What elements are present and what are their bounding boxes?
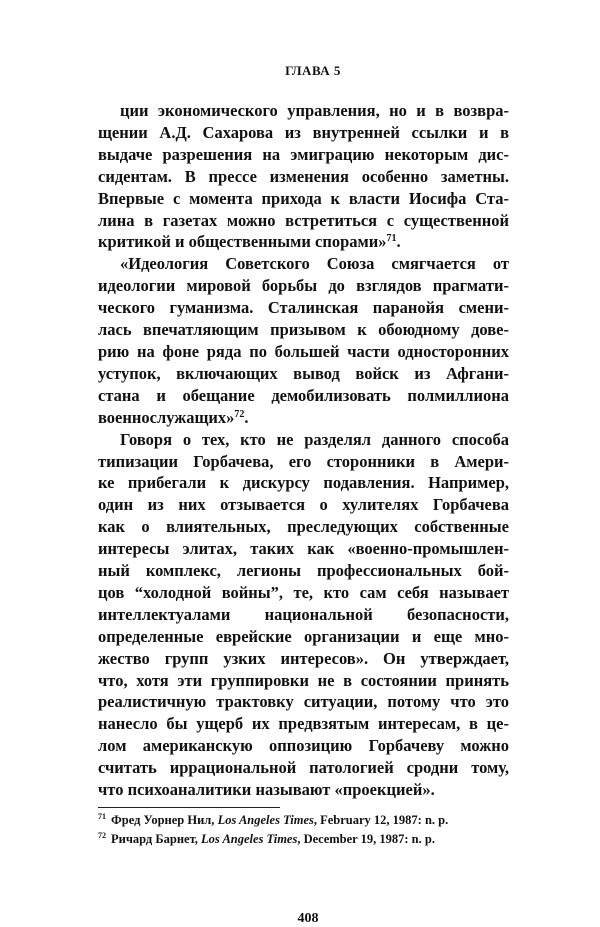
line-text: ный комплекс, легионы профессиональных бой- — [98, 561, 509, 581]
line-text: выдаче разрешения на эмиграцию некоторым дис- — [98, 144, 509, 164]
footnote-72 — [98, 830, 528, 849]
page-number: 408 — [297, 911, 319, 926]
text-line — [98, 757, 509, 779]
text-line — [98, 582, 509, 604]
line-text: жество групп узких интересов». Он утверждает, — [98, 648, 509, 668]
paragraph — [98, 253, 509, 428]
line-text: Впервые с момента прихода к власти Иосифа Ста- — [98, 188, 509, 208]
text-line — [98, 100, 509, 122]
footnote-source: Los Angeles Times — [217, 813, 314, 827]
running-header: ГЛАВА 5 — [285, 63, 341, 78]
line-text: реалистичную трактовку ситуации, потому что это — [98, 692, 509, 712]
text-line — [98, 735, 509, 757]
text-line — [98, 604, 509, 626]
footnote-author: Ричард Барнет, — [111, 832, 202, 846]
text-line — [98, 429, 509, 451]
paragraph — [98, 429, 509, 801]
line-text: ке прибегали к дискурсу подавления. Например, — [98, 473, 509, 493]
text-line — [98, 779, 509, 801]
line-text: что, хотя эти группировки не в состоянии принять — [98, 670, 509, 690]
footnote-71 — [98, 811, 528, 830]
text-line — [98, 253, 509, 275]
paragraph — [98, 100, 509, 253]
line-text: считать иррациональной патологией сродни тому, — [98, 758, 509, 778]
footnote-date: , February 12, 1987: n. p. — [313, 813, 449, 827]
line-tail: . — [244, 407, 249, 427]
line-text: уступок, включающих вывод войск из Афгани- — [98, 363, 509, 383]
text-line — [98, 210, 509, 232]
text-line — [98, 144, 509, 166]
line-text: определенные еврейские организации и еще мно- — [98, 626, 509, 646]
text-line — [98, 713, 509, 735]
line-text: типизации Горбачева, его сторонники в Амери- — [98, 451, 509, 471]
text-line — [98, 275, 509, 297]
body-text — [98, 100, 509, 801]
line-text: что психоаналитики называют «проекцией». — [98, 780, 435, 800]
footnote-number: 72 — [98, 831, 106, 840]
footnotes — [98, 811, 528, 849]
text-line — [98, 538, 509, 560]
line-text: рию на фоне ряда по большей части односторонних — [98, 341, 509, 361]
footnote-date: , December 19, 1987: n. p. — [297, 832, 435, 846]
text-line — [98, 560, 509, 582]
text-line — [98, 451, 509, 473]
text-line — [98, 648, 509, 670]
text-line — [98, 385, 509, 407]
text-line — [98, 297, 509, 319]
text-line — [98, 231, 509, 253]
text-line — [98, 494, 509, 516]
line-text: Говоря о тех, кто не разделял данного способа — [120, 429, 509, 449]
text-line — [98, 363, 509, 385]
text-line — [98, 516, 509, 538]
line-text: лом американскую оппозицию Горбачеву можно — [98, 736, 509, 756]
text-line — [98, 670, 509, 692]
line-text: лина в газетах можно встретиться с существенной — [98, 210, 509, 230]
line-text: один из них отзывается о хулителях Горбачева — [98, 495, 509, 515]
line-text: сидентам. В прессе изменения особенно заметны. — [98, 166, 509, 186]
text-line — [98, 319, 509, 341]
footnote-ref: 72 — [234, 408, 245, 420]
text-line — [98, 122, 509, 144]
line-text: ческого гуманизма. Сталинская паранойя смени- — [98, 298, 509, 318]
line-text: цов “холодной войны”, те, кто сам себя называет — [98, 582, 509, 602]
line-tail: . — [396, 232, 401, 252]
text-line — [98, 166, 509, 188]
page-column — [98, 0, 518, 927]
line-text: военнослужащих» — [98, 407, 235, 427]
line-text: нанесло бы ущерб их предвзятым интересам, в це- — [98, 714, 509, 734]
footnote-rule — [98, 807, 280, 808]
line-text: критикой и общественными спорами» — [98, 232, 387, 252]
footnote-number: 71 — [98, 812, 106, 821]
line-text: щении А.Д. Сахарова из внутренней ссылки и в — [98, 122, 509, 142]
line-text: стана и обещание демобилизовать полмиллиона — [98, 385, 509, 405]
footnote-source: Los Angeles Times — [201, 832, 298, 846]
footnote-author: Фред Уорнер Нил, — [111, 813, 218, 827]
line-text: лась впечатляющим призывом к обоюдному дове- — [98, 320, 509, 340]
line-text: ции экономического управления, но и в возвра- — [120, 101, 509, 120]
line-text: идеологии мировой борьбы до взглядов прагмати- — [98, 276, 509, 296]
line-text: как о влиятельных, преследующих собственные — [98, 517, 509, 537]
text-line — [98, 472, 509, 494]
text-line — [98, 341, 509, 363]
text-line — [98, 188, 509, 210]
text-line — [98, 626, 509, 648]
line-text: «Идеология Советского Союза смягчается от — [120, 254, 509, 274]
footnote-ref: 71 — [386, 233, 397, 245]
text-line — [98, 691, 509, 713]
line-text: интересы элитах, таких как «военно-промышлен- — [98, 539, 509, 559]
line-text: интеллектуалами национальной безопасности, — [98, 604, 509, 624]
text-line — [98, 407, 509, 429]
